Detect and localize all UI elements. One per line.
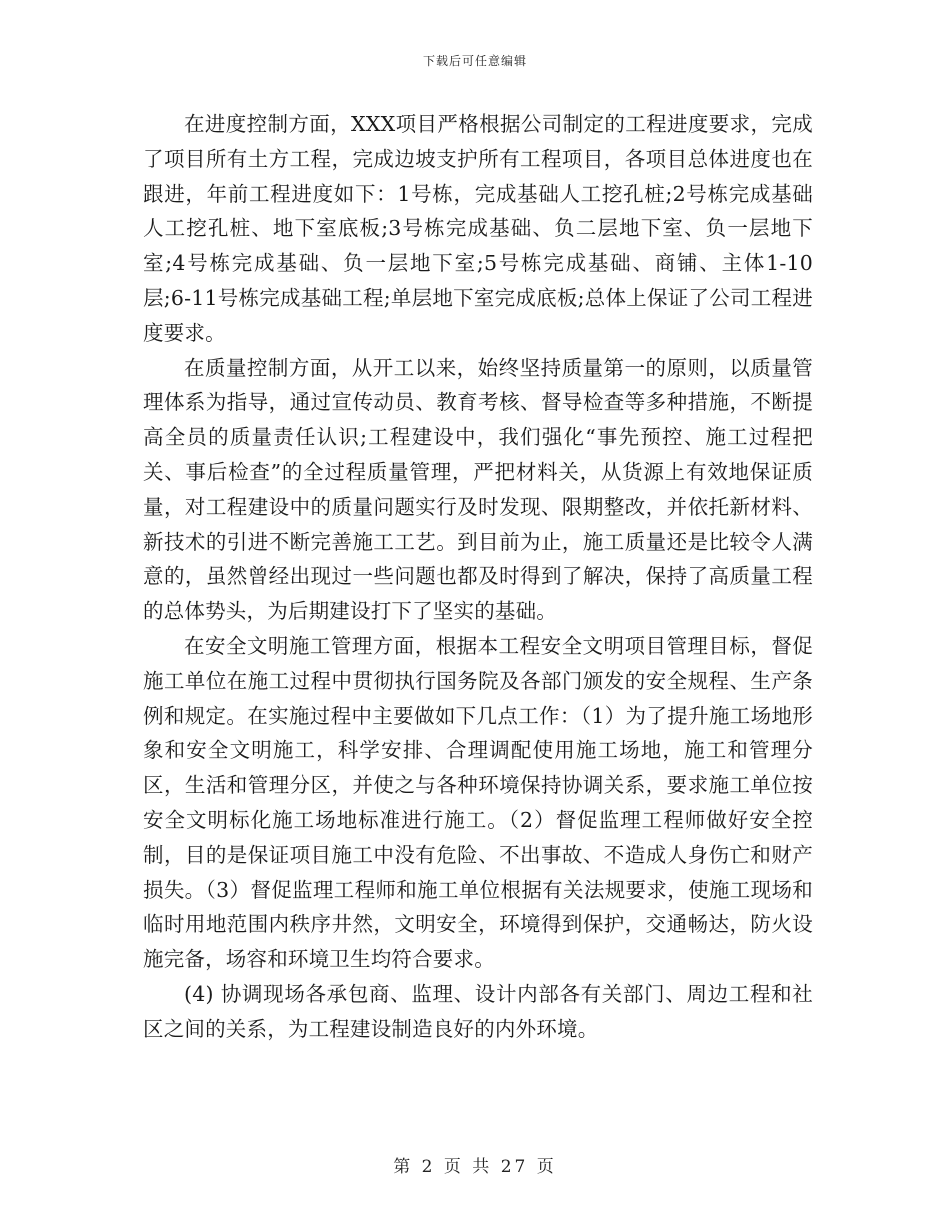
page-header-note: 下载后可任意编辑: [422, 54, 527, 68]
paragraph-safety-management: 在安全文明施工管理方面，根据本工程安全文明项目管理目标，督促施工单位在施工过程中贯彻执行国务院及各部门颁发的安全规程、生产条例和规定。在实施过程中主要做如下几点工作：（1）为了提升施工场地形象和安全文明施工，科学安排、合理调配使用施工场地，施工和管理分区，生活和管理分区，并使之与各种环境保持协调关系，要求施工单位按安全文明标化施工场地标准进行施工。（2）督促监理工程师做好安全控制，目的是保证项目施工中没有危险、不出事故、不造成人身伤亡和财产损失。（3）督促监理工程师和施工单位根据有关法规要求，使施工现场和临时用地范围内秩序井然，文明安全，环境得到保护，交通畅达，防火设施完备，场容和环境卫生均符合要求。: [143, 633, 813, 972]
page-number: 第 2 页 共 27 页: [393, 1157, 557, 1177]
document-body: [143, 107, 813, 1047]
paragraph-quality-control: 在质量控制方面，从开工以来，始终坚持质量第一的原则，以质量管理体系为指导，通过宣传动员、教育考核、督导检查等多种措施，不断提高全员的质量责任认识;工程建设中，我们强化“事先预控、施工过程把关、事后检查”的全过程质量管理，严把材料关，从货源上有效地保证质量，对工程建设中的质量问题实行及时发现、限期整改，并依托新材料、新技术的引进不断完善施工工艺。到目前为止，施工质量还是比较令人满意的，虽然曾经出现过一些问题也都及时得到了解决，保持了高质量工程的总体势头，为后期建设打下了坚实的基础。: [143, 355, 813, 624]
paragraph-progress-control: 在进度控制方面，XXX项目严格根据公司制定的工程进度要求，完成了项目所有土方工程，完成边坡支护所有工程项目，各项目总体进度也在跟进，年前工程进度如下：1号栋，完成基础人工挖孔桩;2号栋完成基础人工挖孔桩、地下室底板;3号栋完成基础、负二层地下室、负一层地下室;4号栋完成基础、负一层地下室;5号栋完成基础、商铺、主体1-10层;6-11号栋完成基础工程;单层地下室完成底板;总体上保证了公司工程进度要求。: [143, 112, 813, 345]
paragraph-coordination: (4) 协调现场各承包商、监理、设计内部各有关部门、周边工程和社区之间的关系，为工程建设制造良好的内外环境。: [143, 981, 813, 1041]
